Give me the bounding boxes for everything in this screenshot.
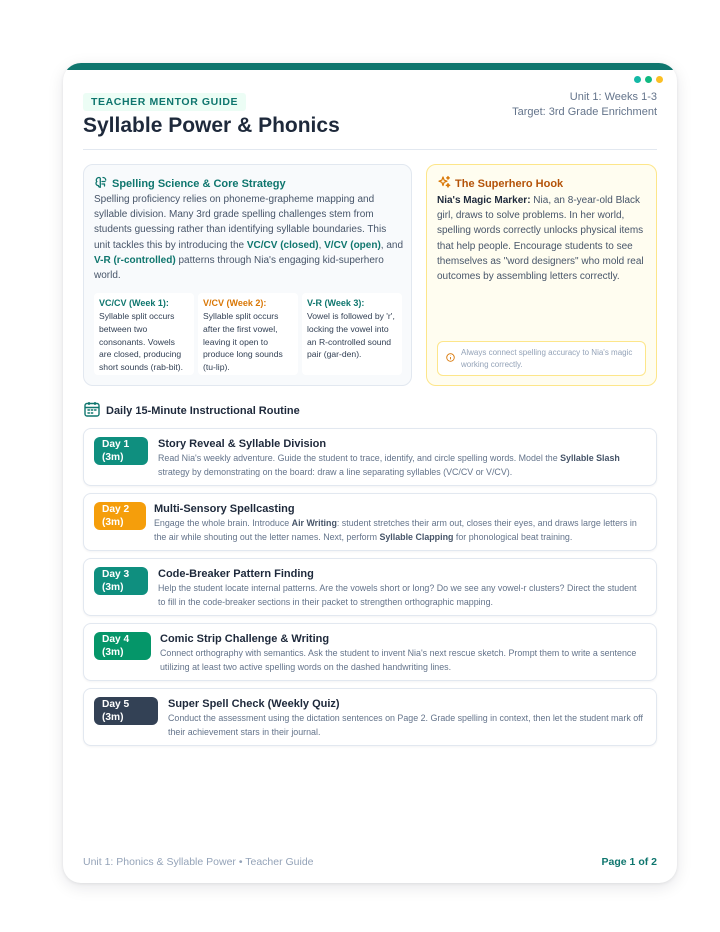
routine-heading-text: Daily 15-Minute Instructional Routine xyxy=(106,404,300,417)
strategy-sep: , and xyxy=(380,239,404,251)
strategy-text xyxy=(94,192,404,283)
target-label: Target: 3rd Grade Enrichment xyxy=(512,106,657,118)
hook-note-text: Always connect spelling accuracy to Nia's magic working correctly. xyxy=(461,348,633,370)
week-desc: Syllable split occurs after the first vowel, leaving it open to produce long sounds (tu-lip). xyxy=(203,311,283,373)
day-badge xyxy=(94,502,146,530)
status-dot xyxy=(645,76,652,83)
hook-heading xyxy=(437,175,563,192)
brain-icon xyxy=(94,175,108,192)
unit-meta xyxy=(512,90,657,120)
hook-note xyxy=(437,341,646,376)
accent-bar xyxy=(63,63,677,70)
step-desc-key: Air Writing xyxy=(291,518,337,528)
week-card xyxy=(198,293,298,375)
week-desc: Vowel is followed by 'r', locking the vowel into an R-controlled sound pair (gar-den). xyxy=(307,311,395,360)
step-desc-key: Syllable Clapping xyxy=(379,531,454,542)
routine-step xyxy=(83,623,657,681)
routine-step xyxy=(83,558,657,616)
unit-label: Unit 1: Weeks 1-3 xyxy=(569,91,657,103)
routine-step xyxy=(83,428,657,486)
day-badge xyxy=(94,697,158,725)
step-title: Multi-Sensory Spellcasting xyxy=(154,503,295,515)
day-badge xyxy=(94,567,148,595)
step-desc-part: Engage the whole brain. Introduce xyxy=(154,518,292,528)
strategy-heading-text: Spelling Science & Core Strategy xyxy=(112,177,286,190)
page-title: Syllable Power & Phonics xyxy=(83,114,340,137)
status-dot xyxy=(656,76,663,83)
day-badge xyxy=(94,632,151,660)
status-dot xyxy=(634,76,641,83)
day-label: Day 2 xyxy=(102,504,130,515)
week-desc: Syllable split occurs between two consonants. Vowels are closed, producing short sounds (rab-bit). xyxy=(99,311,184,373)
step-title: Story Reveal & Syllable Division xyxy=(158,438,327,450)
header-divider xyxy=(83,149,657,150)
day-label: Day 4 xyxy=(102,634,130,645)
step-desc: Connect orthography with semantics. Ask the student to invent Nia's next rescue sketch. Prompt them to write a sentence utilizing at least two active spelling words on the dashed handwriting lines. xyxy=(160,648,637,672)
page-number: Page 1 of 2 xyxy=(601,856,657,868)
hook-heading-text: The Superhero Hook xyxy=(455,177,564,190)
strategy-card xyxy=(83,164,412,386)
sparkles-icon xyxy=(437,175,451,192)
day-label: Day 3 xyxy=(102,569,130,580)
strategy-heading xyxy=(94,175,286,192)
week-card xyxy=(94,293,194,375)
week-title: VC/CV (Week 1): xyxy=(99,298,169,308)
week-title: V-R (Week 3): xyxy=(307,298,365,308)
step-desc: Conduct the assessment using the dictation sentences on Page 2. Grade spelling in context, then let the student mark off their achievement stars in their journal. xyxy=(168,713,643,737)
hook-text xyxy=(437,193,649,284)
routine-step xyxy=(83,688,657,746)
day-badge xyxy=(94,437,148,465)
strategy-sep: , xyxy=(318,239,325,251)
step-desc xyxy=(158,452,646,479)
routine-heading xyxy=(83,400,300,421)
day-label: Day 5 xyxy=(102,699,130,710)
day-time: (3m) xyxy=(102,582,124,593)
routine-steps xyxy=(83,428,657,753)
calendar-icon xyxy=(83,400,101,421)
strategy-text-part: patterns through Nia's engaging kid-superhero world. xyxy=(94,254,384,282)
keyword-r-controlled: V-R (r-controlled) xyxy=(94,254,176,266)
keyword-open: V/CV (open) xyxy=(324,239,381,251)
day-label: Day 1 xyxy=(102,439,130,450)
step-desc: Help the student locate internal patterns. Are the vowels short or long? Do we see any vowel-r clusters? Direct the student to fill in the code-breaker sections in their packet to strengthen orthographic mapping. xyxy=(158,583,637,607)
step-desc-part: : student stretches their arm out, closes their eyes, and draws large letters in the air while shouting out the letter names. Next, perform xyxy=(154,518,637,542)
guide-tag: TEACHER MENTOR GUIDE xyxy=(83,93,246,111)
guide-page xyxy=(63,63,677,883)
strategy-text-part: Spelling proficiency relies on phoneme-grapheme mapping and syllable division. Many 3rd grade spelling challenges stem from students guessing rather than identifying syllable boundaries. This unit tackles this by introducing the xyxy=(94,194,387,251)
step-title: Comic Strip Challenge & Writing xyxy=(160,633,330,645)
hook-card xyxy=(426,164,657,386)
week-card xyxy=(302,293,402,375)
footer-label: Unit 1: Phonics & Syllable Power • Teacher Guide xyxy=(83,856,314,868)
day-time: (3m) xyxy=(102,452,124,463)
info-icon xyxy=(446,349,455,367)
week-patterns xyxy=(94,293,402,375)
day-time: (3m) xyxy=(102,712,124,723)
week-title: V/CV (Week 2): xyxy=(203,298,267,308)
step-desc-part: strategy by demonstrating on the board: draw a line separating syllables (VC/CV or V/CV). xyxy=(158,466,513,477)
day-time: (3m) xyxy=(102,647,124,658)
step-desc-part: Read Nia's weekly adventure. Guide the student to trace, identify, and circle spelling words. Model the xyxy=(158,453,561,463)
day-time: (3m) xyxy=(102,517,124,528)
step-title: Super Spell Check (Weekly Quiz) xyxy=(168,698,340,710)
keyword-closed: VC/CV (closed) xyxy=(246,239,319,251)
step-desc-part: for phonological beat training. xyxy=(453,531,573,542)
hook-lead: Nia's Magic Marker: xyxy=(437,195,531,206)
step-desc-key: Syllable Slash xyxy=(560,453,620,463)
hook-text-body: Nia, an 8-year-old Black girl, draws to solve problems. In her world, spelling words correctly unlocks physical items that help people. Encourage students to see themselves as "word designers" who mold real outcomes by assembling letters correctly. xyxy=(437,195,644,283)
status-dots xyxy=(634,76,663,83)
routine-step xyxy=(83,493,657,551)
step-title: Code-Breaker Pattern Finding xyxy=(158,568,314,580)
step-desc xyxy=(154,517,646,544)
